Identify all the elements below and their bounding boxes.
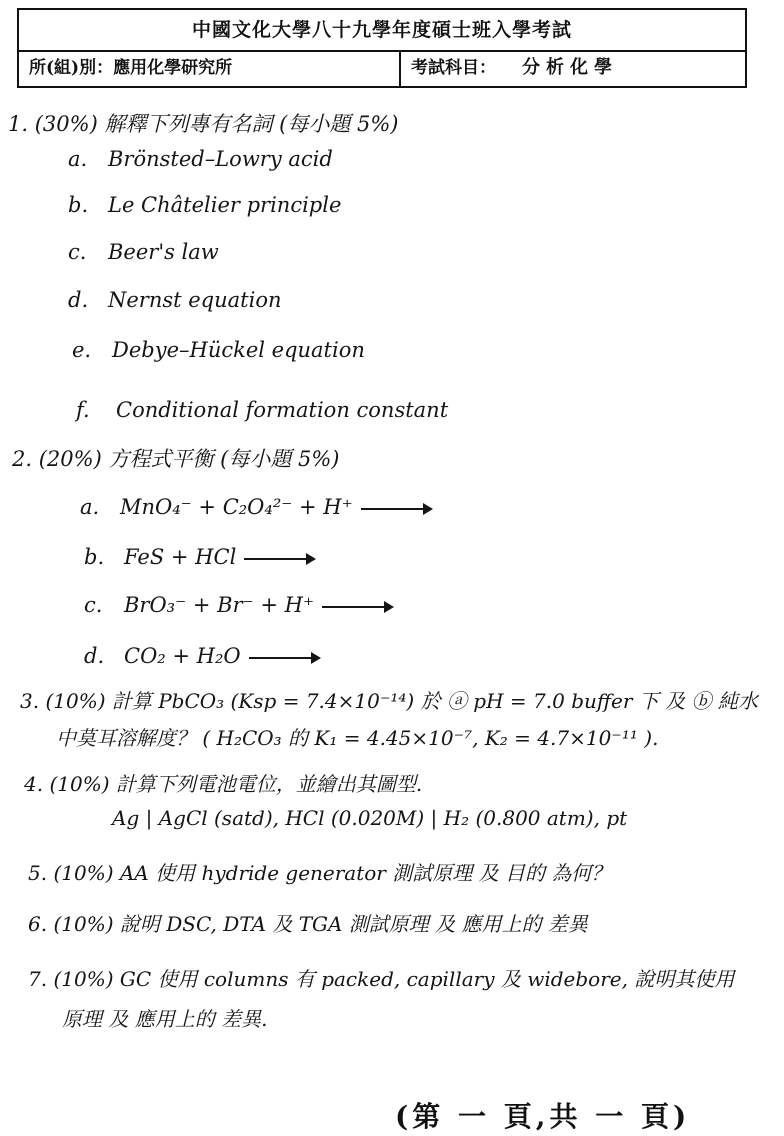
institute-field: 所(組)別：應用化學研究所 [29, 58, 233, 78]
exam-info-row [19, 50, 745, 86]
item-label: d. [84, 644, 105, 668]
item-text: FeS + HCl [124, 545, 237, 569]
subject-value: 分析化學 [522, 57, 618, 78]
q1-item-d [68, 288, 282, 312]
q7-line-1: 7. (10%) GC 使用 columns 有 packed, capillary 及 widebore, 說明其使用 [28, 967, 735, 991]
subject-label: 考試科目： [411, 58, 496, 78]
q1-item-b [68, 193, 341, 217]
q6-line-1: 6. (10%) 說明 DSC, DTA 及 TGA 測試原理 及 應用上的 差異 [28, 912, 588, 936]
q2-item-d [84, 644, 319, 668]
q5-line-1: 5. (10%) AA 使用 hydride generator 測試原理 及 目的 為何？ [28, 861, 612, 885]
item-text: Le Châtelier principle [108, 193, 342, 217]
item-text: Nernst equation [108, 288, 282, 312]
reaction-arrow-icon [361, 508, 431, 510]
q1-heading: 1. (30%) 解釋下列專有名詞 (每小題 5%) [8, 112, 399, 136]
q1-item-a [68, 147, 333, 171]
item-label: b. [84, 545, 105, 569]
q2-item-b [84, 545, 314, 569]
reaction-arrow-icon [322, 606, 392, 608]
header-divider [399, 50, 401, 86]
q4-line-1: 4. (10%) 計算下列電池電位，並繪出其圖型. [24, 772, 423, 796]
q2-item-c [84, 593, 392, 617]
item-label: f. [76, 398, 90, 422]
item-text: CO₂ + H₂O [124, 644, 241, 668]
q3-line-1: 3. (10%) 計算 PbCO₃ (Ksp = 7.4×10⁻¹⁴) 於 ⓐ pH = 7.0 buffer 下 及 ⓑ 純水 [20, 689, 758, 713]
q1-item-f [76, 398, 448, 422]
item-label: b. [68, 193, 89, 217]
item-label: a. [68, 147, 88, 171]
q2-heading: 2. (20%) 方程式平衡 (每小題 5%) [12, 447, 340, 471]
reaction-arrow-icon [249, 657, 319, 659]
item-text: BrO₃⁻ + Br⁻ + H⁺ [124, 593, 315, 617]
reaction-arrow-icon [244, 558, 314, 560]
q3-line-2: 中莫耳溶解度？ ( H₂CO₃ 的 K₁ = 4.45×10⁻⁷, K₂ = 4.7×10⁻¹¹ ). [56, 726, 659, 750]
q7-line-2: 原理 及 應用上的 差異. [62, 1007, 268, 1031]
item-text: Conditional formation constant [116, 398, 449, 422]
item-text: Debye–Hückel equation [112, 338, 365, 362]
item-text: Beer's law [108, 240, 219, 264]
item-text: MnO₄⁻ + C₂O₄²⁻ + H⁺ [120, 495, 353, 519]
item-label: d. [68, 288, 89, 312]
exam-header [17, 8, 747, 88]
item-label: e. [72, 338, 92, 362]
subject-field [411, 50, 741, 86]
exam-title: 中國文化大學八十九學年度碩士班入學考試 [19, 10, 745, 52]
item-label: a. [80, 495, 100, 519]
q2-item-a [80, 495, 431, 519]
item-label: c. [84, 593, 103, 617]
q4-line-2: Ag | AgCl (satd), HCl (0.020M) | H₂ (0.800 atm), pt [112, 806, 628, 830]
page-footer: (第 一 頁,共 一 頁) [395, 1100, 691, 1133]
q1-item-c [68, 240, 219, 264]
q1-item-e [72, 338, 365, 362]
item-label: c. [68, 240, 87, 264]
item-text: Brönsted–Lowry acid [108, 147, 333, 171]
